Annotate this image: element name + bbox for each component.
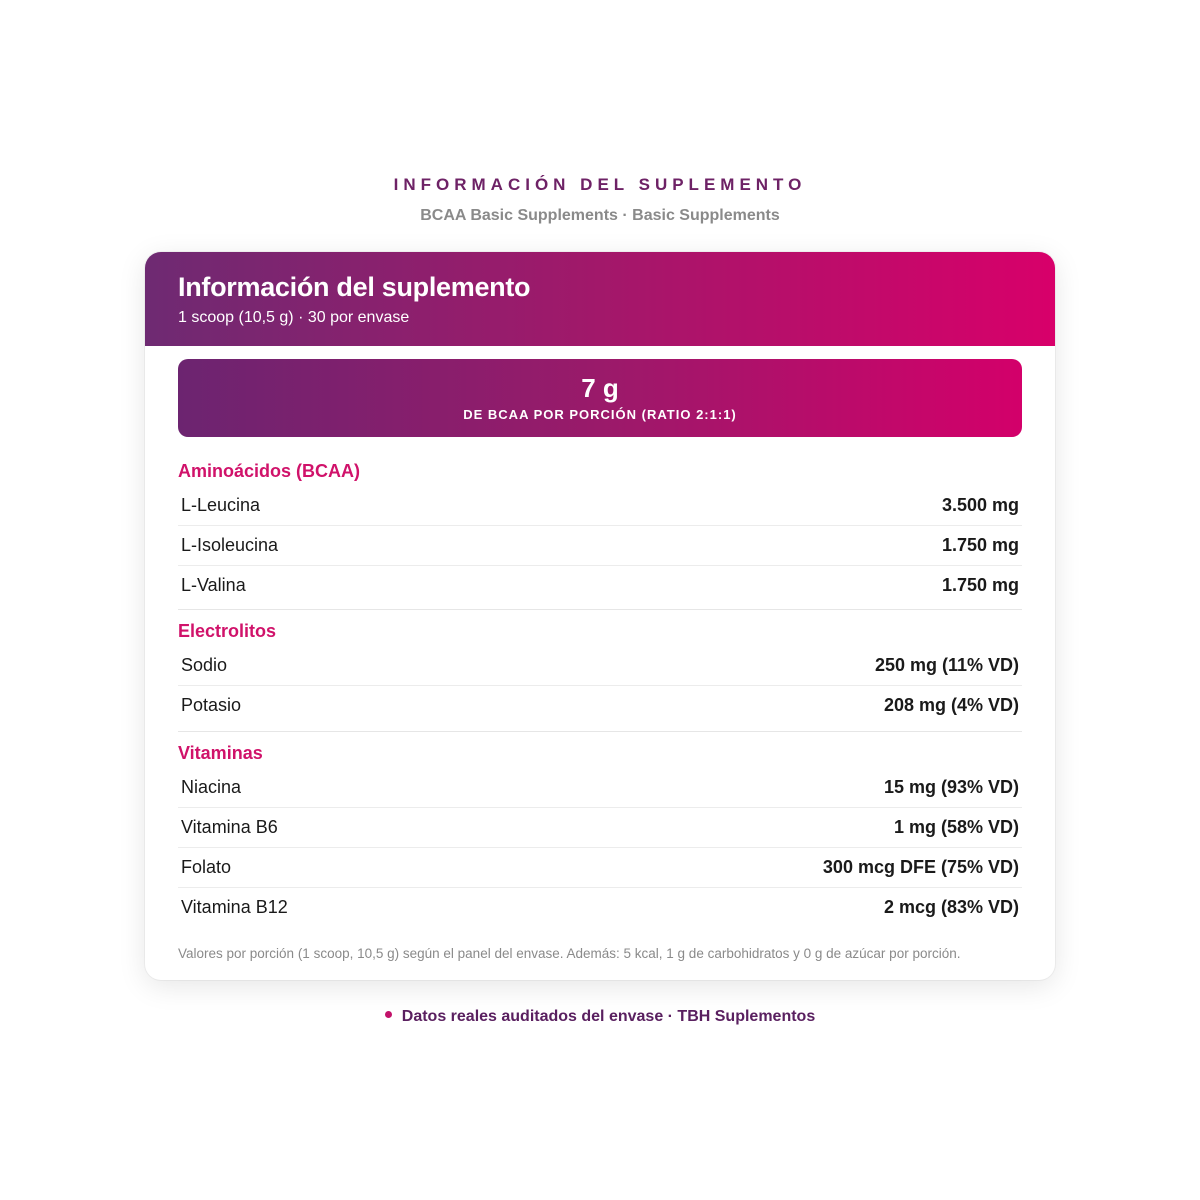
nutrient-name: L-Valina bbox=[181, 575, 246, 595]
nutrient-amount: 1.750 mg bbox=[941, 535, 1019, 555]
nutrient-amount: 208 mg (4% VD) bbox=[883, 695, 1019, 715]
section-electrolytes bbox=[178, 616, 1022, 725]
nutrient-name: Sodio bbox=[181, 655, 228, 675]
nutrient-amount: 1 mg (58% VD) bbox=[893, 817, 1019, 837]
nutrient-name: Potasio bbox=[181, 695, 242, 715]
nutrient-amount: 15 mg (93% VD) bbox=[883, 777, 1019, 797]
nutrient-amount: 250 mg (11% VD) bbox=[874, 655, 1019, 675]
nutrient-name: L-Isoleucina bbox=[181, 535, 279, 555]
nutrient-row bbox=[178, 768, 1022, 808]
footer-note-text: Datos reales auditados del envase · TBH Suplementos bbox=[401, 1008, 816, 1025]
nutrient-amount: 1.750 mg bbox=[941, 575, 1019, 595]
section-amino-acids bbox=[178, 456, 1022, 605]
nutrient-row bbox=[178, 888, 1022, 927]
highlight-label: DE BCAA POR PORCIÓN (RATIO 2:1:1) bbox=[463, 407, 737, 422]
section-title: Aminoácidos (BCAA) bbox=[178, 461, 361, 481]
nutrient-name: Niacina bbox=[181, 777, 242, 797]
nutrient-name: Vitamina B12 bbox=[181, 897, 288, 917]
bcaa-highlight-banner bbox=[178, 359, 1022, 437]
section-title: Vitaminas bbox=[178, 743, 263, 763]
footer-note bbox=[0, 1008, 1200, 1026]
nutrient-name: L-Leucina bbox=[181, 495, 261, 515]
card-title: Información del suplemento bbox=[178, 272, 531, 302]
highlight-value: 7 g bbox=[581, 373, 619, 403]
card-header bbox=[145, 252, 1055, 346]
nutrient-row bbox=[178, 566, 1022, 605]
section-vitamins bbox=[178, 738, 1022, 927]
nutrient-row bbox=[178, 646, 1022, 686]
eyebrow-title: INFORMACIÓN DEL SUPLEMENTO bbox=[393, 175, 807, 194]
serving-size: 1 scoop (10,5 g) · 30 por envase bbox=[178, 309, 410, 326]
nutrient-amount: 2 mcg (83% VD) bbox=[883, 897, 1019, 917]
bullet-dot-icon bbox=[385, 1011, 392, 1018]
nutrient-row bbox=[178, 848, 1022, 888]
nutrient-row bbox=[178, 686, 1022, 725]
nutrient-amount: 300 mcg DFE (75% VD) bbox=[822, 857, 1019, 877]
nutrient-name: Vitamina B6 bbox=[181, 817, 278, 837]
nutrient-name: Folato bbox=[181, 857, 232, 877]
section-divider bbox=[178, 609, 1022, 610]
nutrient-row bbox=[178, 808, 1022, 848]
nutrient-row bbox=[178, 526, 1022, 566]
section-divider bbox=[178, 731, 1022, 732]
nutrient-amount: 3.500 mg bbox=[941, 495, 1019, 515]
nutrient-row bbox=[178, 486, 1022, 526]
product-subtitle: BCAA Basic Supplements · Basic Supplements bbox=[420, 207, 780, 224]
footnote: Valores por porción (1 scoop, 10,5 g) según el panel del envase. Además: 5 kcal, 1 g de carbohidratos y 0 g de azúcar por porción. bbox=[178, 946, 961, 961]
section-title: Electrolitos bbox=[178, 621, 277, 641]
supplement-facts-card bbox=[145, 252, 1055, 980]
